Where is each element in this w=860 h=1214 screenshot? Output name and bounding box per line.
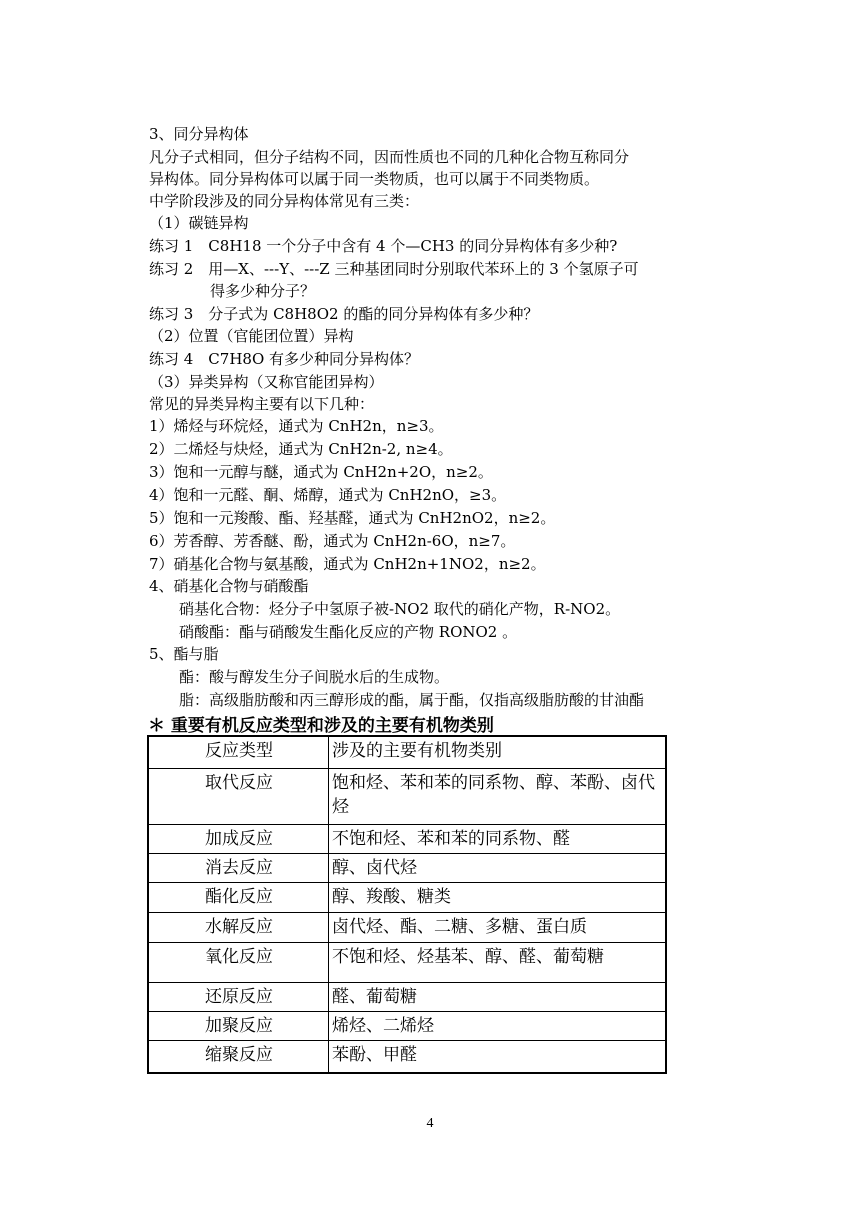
text-line: 异构体。同分异构体可以属于同一类物质，也可以属于不同类物质。 (149, 170, 600, 188)
text-line: 6）芳香醇、芳香醚、酚，通式为 CnH2n-6O，n≥7。 (149, 532, 516, 550)
text-line: 常见的异类异构主要有以下几种： (149, 395, 375, 413)
organic-classes-cell: 不饱和烃、苯和苯的同系物、醛 (329, 824, 667, 853)
reaction-type-cell: 水解反应 (148, 912, 329, 942)
table-row (148, 768, 666, 824)
header-organic-classes: 涉及的主要有机物类别 (329, 736, 667, 768)
table-row (148, 942, 666, 982)
text-line: 7）硝基化合物与氨基酸，通式为 CnH2n+1NO2，n≥2。 (149, 555, 546, 573)
table-row (148, 982, 666, 1011)
organic-classes-cell: 卤代烃、酯、二糖、多糖、蛋白质 (329, 912, 667, 942)
text-line: （1）碳链异构 (149, 214, 249, 232)
section-heading: ＊ 重要有机反应类型和涉及的主要有机物类别 (148, 716, 494, 736)
text-line: 4、硝基化合物与硝酸酯 (149, 577, 309, 595)
organic-classes-cell: 饱和烃、苯和苯的同系物、醇、苯酚、卤代烃 (329, 768, 667, 824)
text-line: 中学阶段涉及的同分异构体常见有三类： (149, 192, 420, 210)
table-row (148, 1040, 666, 1073)
text-line: 练习 3 分子式为 C8H8O2 的酯的同分异构体有多少种？ (149, 305, 539, 323)
organic-classes-cell: 醇、卤代烃 (329, 853, 667, 882)
text-line: 练习 1 C8H18 一个分子中含有 4 个—CH3 的同分异构体有多少种? (149, 237, 618, 255)
table-row (148, 1011, 666, 1040)
text-line: 1）烯烃与环烷烃，通式为 CnH2n，n≥3。 (149, 417, 444, 435)
reaction-type-cell: 消去反应 (148, 853, 329, 882)
text-line: 练习 2 用—X、---Y、---Z 三种基团同时分别取代苯环上的 3 个氢原子可 (149, 260, 639, 278)
table-row (148, 882, 666, 912)
organic-classes-cell: 苯酚、甲醛 (329, 1040, 667, 1073)
text-line: 练习 4 C7H8O 有多少种同分异构体？ (149, 350, 420, 368)
text-line: 3、同分异构体 (149, 125, 249, 143)
reaction-type-cell: 加成反应 (148, 824, 329, 853)
text-line: 3）饱和一元醇与醚，通式为 CnH2n+2O，n≥2。 (149, 463, 493, 481)
table-row (148, 912, 666, 942)
table-row (148, 824, 666, 853)
reaction-type-cell: 酯化反应 (148, 882, 329, 912)
organic-classes-cell: 醛、葡萄糖 (329, 982, 667, 1011)
text-line: 凡分子式相同，但分子结构不同，因而性质也不同的几种化合物互称同分 (149, 148, 630, 166)
organic-classes-cell: 不饱和烃、烃基苯、醇、醛、葡萄糖 (329, 942, 667, 982)
header-reaction-type: 反应类型 (148, 736, 329, 768)
organic-classes-cell: 醇、羧酸、糖类 (329, 882, 667, 912)
text-line: 2）二烯烃与炔烃，通式为 CnH2n-2, n≥4。 (149, 440, 453, 458)
reaction-type-cell: 加聚反应 (148, 1011, 329, 1040)
reaction-type-cell: 氧化反应 (148, 942, 329, 982)
text-line: 5、酯与脂 (149, 645, 219, 663)
table-row (148, 853, 666, 882)
reaction-type-cell: 还原反应 (148, 982, 329, 1011)
text-line: 脂：高级脂肪酸和丙三醇形成的酯，属于酯，仅指高级脂肪酸的甘油酯 (179, 691, 645, 709)
table-header-row (148, 736, 666, 768)
page-number: 4 (426, 1116, 434, 1131)
text-line: （2）位置（官能团位置）异构 (149, 327, 354, 345)
text-line: 5）饱和一元羧酸、酯、羟基醛，通式为 CnH2nO2，n≥2。 (149, 509, 556, 527)
text-line: 硝酸酯：酯与硝酸发生酯化反应的产物 RONO2 。 (179, 623, 518, 641)
organic-classes-cell: 烯烃、二烯烃 (329, 1011, 667, 1040)
reaction-type-cell: 取代反应 (148, 768, 329, 824)
text-line: 酯：酸与醇发生分子间脱水后的生成物。 (179, 668, 450, 686)
reaction-table (147, 735, 667, 1074)
reaction-type-cell: 缩聚反应 (148, 1040, 329, 1073)
text-line: 硝基化合物：烃分子中氢原子被-NO2 取代的硝化产物，R-NO2。 (179, 600, 621, 618)
text-line: 得多少种分子？ (210, 282, 316, 300)
text-line: （3）异类异构（又称官能团异构） (149, 373, 384, 391)
text-line: 4）饱和一元醛、酮、烯醇，通式为 CnH2nO，≥3。 (149, 486, 507, 504)
